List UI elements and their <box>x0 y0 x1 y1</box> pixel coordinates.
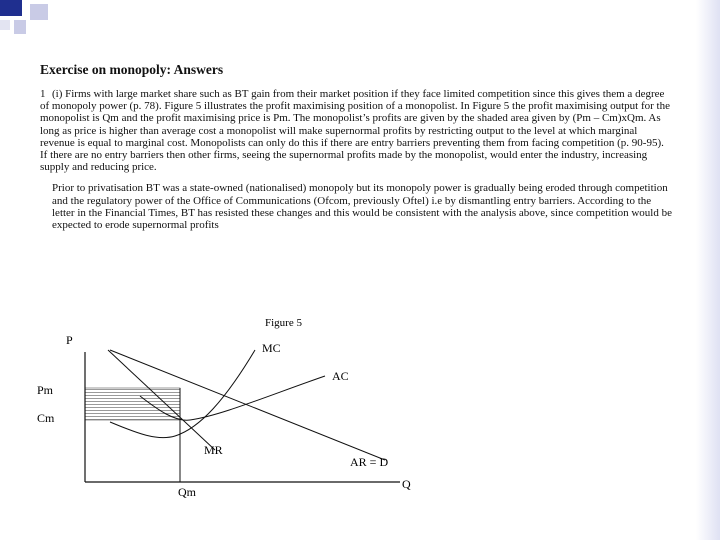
page-title: Exercise on monopoly: Answers <box>40 62 224 77</box>
paragraph-number: 1 <box>40 88 46 100</box>
mc-label: MC <box>262 341 281 355</box>
corner-square-light <box>30 4 48 20</box>
y-axis-label: P <box>66 333 73 347</box>
x-axis-label: Q <box>402 477 411 491</box>
figure-caption: Figure 5 <box>265 317 302 329</box>
price-pm-label: Pm <box>37 383 54 397</box>
corner-square-dark <box>0 0 22 16</box>
answer-paragraph-1 <box>40 88 672 173</box>
answer-paragraph-2 <box>40 182 672 231</box>
corner-square-faint <box>0 20 10 30</box>
paragraph-2-text: Prior to privatisation BT was a state-owned (nationalised) monopoly but its monopoly power is gradually being eroded through competition and the regulatory power of the Office of Communications (Ofcom, previously Oftel) i.e by dismantling entry barriers. According to the letter in the Financial Times, BT has resisted these changes and this would be consistent with the analysis above, since competition would be expected to erode supernormal profits <box>52 182 672 232</box>
document-body <box>40 62 672 240</box>
figure-5-diagram <box>37 310 440 540</box>
ar-demand-label: AR = D <box>350 455 389 469</box>
cost-cm-label: Cm <box>37 411 55 425</box>
mr-label: MR <box>204 443 223 457</box>
corner-square-light <box>14 20 26 34</box>
quantity-qm-label: Qm <box>178 485 196 499</box>
ac-label: AC <box>332 369 349 383</box>
right-gradient-band <box>696 0 720 540</box>
paragraph-1-text: (i) Firms with large market share such as BT gain from their market position if they face limited competition since this gives them a degree of monopoly power (p. 78). Figure 5 illustrates the profit maximising position of a monopolist. In Figure 5 the profit maximising output for the monopolist is Qm and the profit maximising price is Pm. The monopolist’s profits are given by the shaded area given by (Pm – Cm)xQm. As long as price is higher than average cost a monopolist will make supernormal profits by restricting output to the level at which marginal revenue is equal to marginal cost. Monopolists can only do this if there are entry barriers preventing them from facing competition (p. 90-95). If there are no entry barriers then other firms, seeing the supernormal profits made by the monopolist, would enter the industry, increasing supply and reducing price. <box>40 88 670 174</box>
